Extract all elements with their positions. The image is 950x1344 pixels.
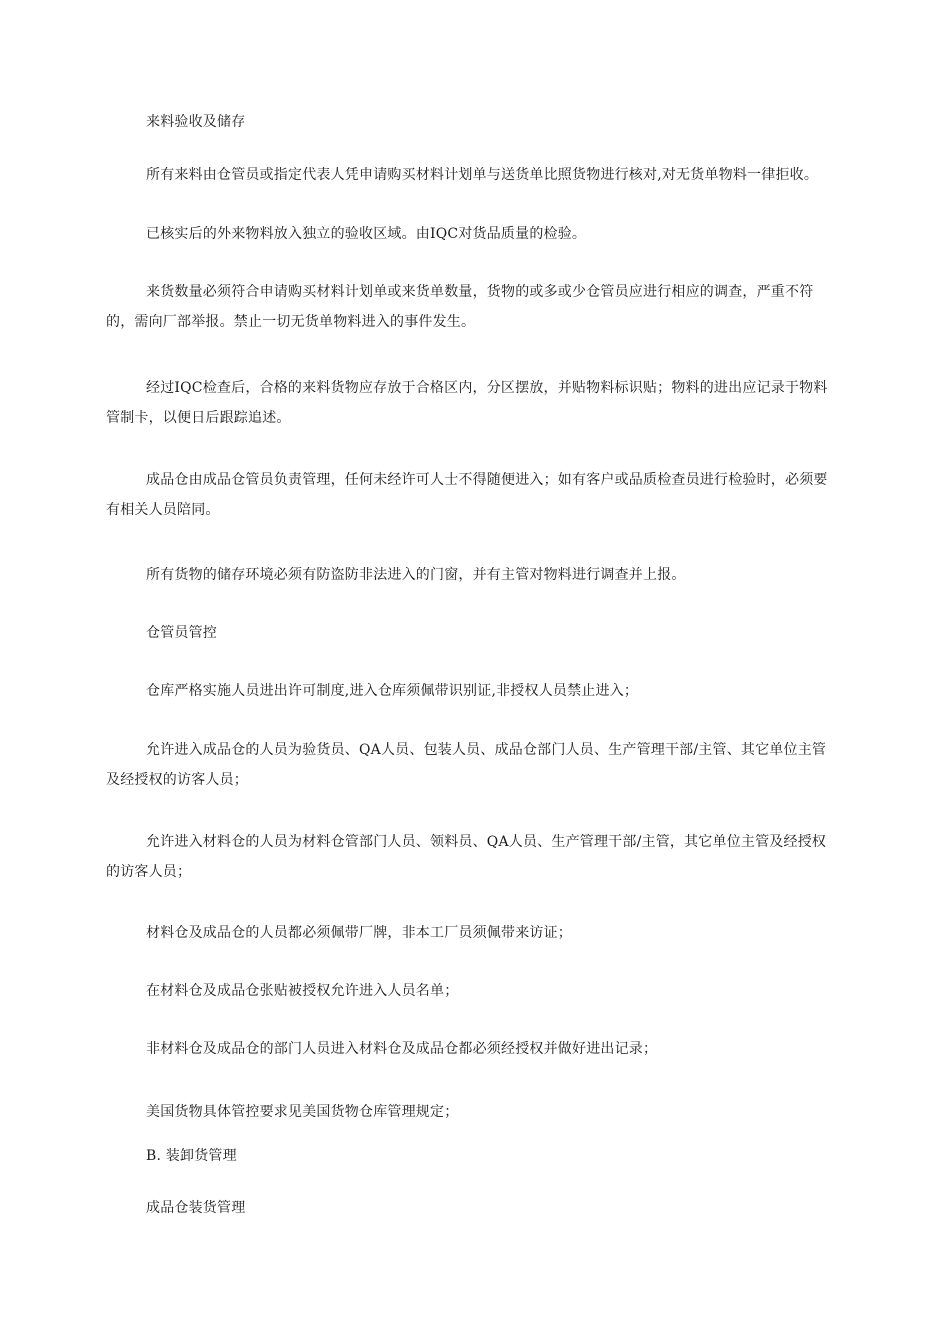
paragraph-access-permit: 仓库严格实施人员进出许可制度,进入仓库须佩带识别证,非授权人员禁止进入； [146,683,639,699]
section-heading-finished-goods-loading: 成品仓装货管理 [146,1200,246,1216]
paragraph-finished-goods-access: 允许进入成品仓的人员为验货员、QA人员、包装人员、成品仓部门人员、生产管理干部/主管、其它单位主管及经授权的访客人员； [106,742,827,788]
paragraph-iqc-storage: 经过IQC检查后，合格的来料货物应存放于合格区内，分区摆放，并贴物料标识贴；物料的进出应记录于物料管制卡，以便日后跟踪追述。 [106,380,828,426]
paragraph-quantity-check: 来货数量必须符合申请购买材料计划单或来货单数量，货物的或多或少仓管员应进行相应的调查，严重不符的，需向厂部举报。禁止一切无货单物料进入的事件发生。 [106,284,814,330]
section-heading-incoming-inspection: 来料验收及储存 [146,114,246,130]
paragraph-authorized-list: 在材料仓及成品仓张贴被授权允许进入人员名单； [146,983,459,999]
section-heading-loading-management: B. 装卸货管理 [146,1148,237,1164]
paragraph-incoming-check: 所有来料由仓管员或指定代表人凭申请购买材料计划单与送货单比照货物进行核对,对无货单物料一律拒收。 [146,167,819,183]
paragraph-badge-requirement: 材料仓及成品仓的人员都必须佩带厂牌，非本工厂员须佩带来访证； [146,925,572,941]
paragraph-storage-security: 所有货物的储存环境必须有防盗防非法进入的门窗，并有主管对物料进行调查并上报。 [146,567,686,583]
paragraph-us-goods-control: 美国货物具体管控要求见美国货物仓库管理规定； [146,1104,459,1120]
paragraph-material-warehouse-access: 允许进入材料仓的人员为材料仓管部门人员、领料员、QA人员、生产管理干部/主管，其它单位主管及经授权的访客人员； [106,834,827,880]
paragraph-finished-goods-warehouse: 成品仓由成品仓管员负责管理，任何未经许可人士不得随便进入；如有客户或品质检查员进行检验时，必须要有相关人员陪同。 [106,472,828,518]
section-heading-warehouse-control: 仓管员管控 [146,625,217,641]
paragraph-inspection-area: 已核实后的外来物料放入独立的验收区域。由IQC对货品质量的检验。 [146,226,587,242]
paragraph-entry-record: 非材料仓及成品仓的部门人员进入材料仓及成品仓都必须经授权并做好进出记录； [146,1041,658,1057]
